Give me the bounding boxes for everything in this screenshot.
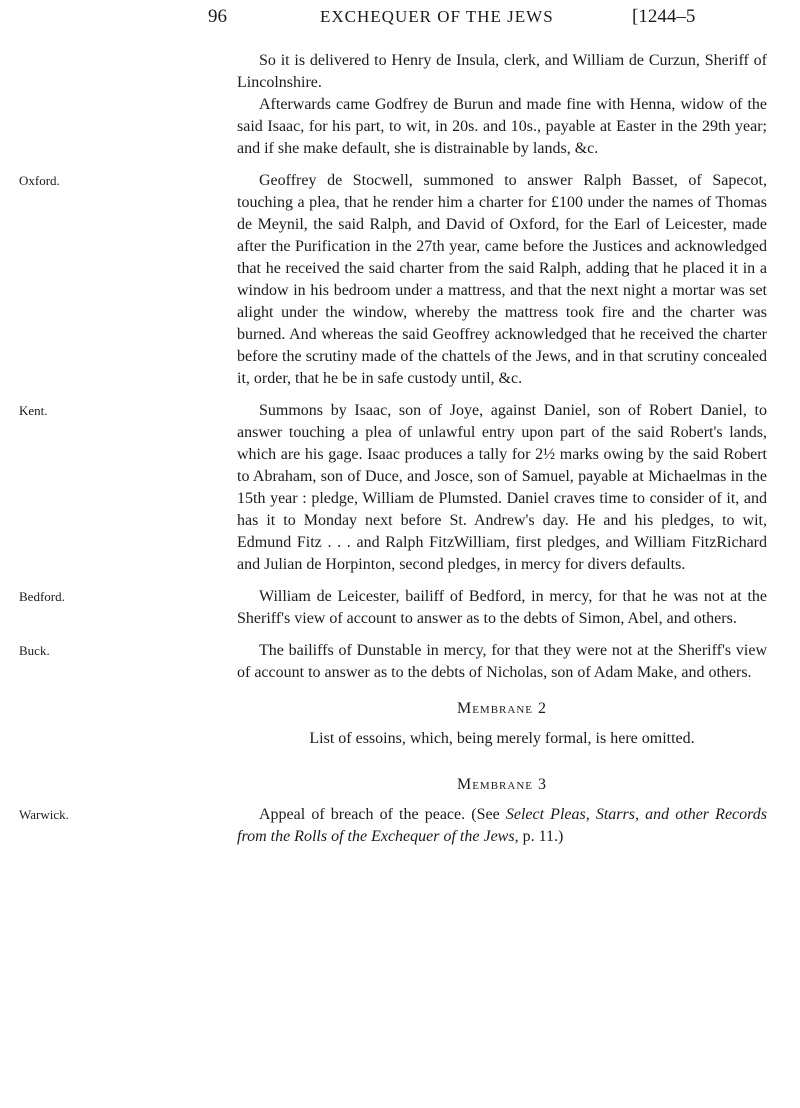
warwick-citation: Select Pleas, Starrs, and other Records from the Rolls of the Exchequer of the Jews, bbox=[237, 806, 768, 845]
entry-buck bbox=[19, 640, 767, 684]
margin-note-bedford: Bedford. bbox=[19, 589, 65, 604]
margin-note-warwick: Warwick. bbox=[19, 807, 69, 822]
margin-note-kent: Kent. bbox=[19, 403, 48, 418]
membrane-2-heading: Membrane 2 bbox=[456, 700, 547, 717]
paragraph-continuation: So it is delivered to Henry de Insula, clerk, and William de Curzun, Sheriff of Lincolnshire. bbox=[237, 52, 767, 91]
entry-kent bbox=[19, 400, 767, 576]
entry-oxford-text: Geoffrey de Stocwell, summoned to answer Ralph Basset, of Sapecot, touching a plea, that he render him a charter for £100 under the names of Thomas de Meynil, the said Ralph, and David of Oxford, for the Earl of Leicester, made after the Purification in the 27th year, came before the Justices and acknowledged that he received the said charter from the said Ralph, adding that he placed it in a window in his bedroom under a mattress, and that the next night a mortar was set alight under the window, whereby the mattress took fire and the charter was burned. And whereas the said Geoffrey acknowledged that he received the charter before the scrutiny made of the chattels of the Jews, and in that scrutiny concealed it, order, that he be in safe custody until, &c. bbox=[237, 172, 767, 387]
entry-bedford-text: William de Leicester, bailiff of Bedford, in mercy, for that he was not at the Sheriff's view of account to answer as to the debts of Simon, Abel, and others. bbox=[237, 588, 767, 627]
warwick-text-after: p. 11.) bbox=[518, 828, 564, 845]
entry-kent-text: Summons by Isaac, son of Joye, against Daniel, son of Robert Daniel, to answer touching a plea of unlawful entry upon part of the said Robert's lands, which are his gage. Isaac produces a tally for 2½ marks owing by the said Robert to Abraham, son of Duce, and Josce, son of Samuel, payable at Michaelmas in the 15th year : pledge, William de Plumsted. Daniel craves time to consider of it, and has it to Monday next before St. Andrew's day. He and his pledges, to wit, Edmund Fitz . . . and Ralph FitzWilliam, first pledges, and William FitzRichard and Julian de Horpinton, second pledges, in mercy for divers defaults. bbox=[237, 402, 767, 573]
running-header bbox=[0, 6, 800, 36]
year-range: [1244–5 bbox=[632, 6, 696, 27]
text-body bbox=[19, 50, 768, 848]
membrane-3-heading: Membrane 3 bbox=[456, 776, 547, 793]
entry-bedford bbox=[19, 586, 767, 630]
running-title: EXCHEQUER OF THE JEWS bbox=[320, 7, 554, 26]
margin-note-oxford: Oxford. bbox=[19, 173, 60, 188]
entry-oxford bbox=[19, 170, 767, 390]
entry-warwick bbox=[19, 804, 768, 848]
membrane-2-text: List of essoins, which, being merely formal, is here omitted. bbox=[309, 730, 695, 747]
entry-buck-text: The bailiffs of Dunstable in mercy, for that they were not at the Sheriff's view of account to answer as to the debts of Nicholas, son of Adam Make, and others. bbox=[237, 642, 767, 681]
page-number: 96 bbox=[208, 6, 227, 27]
warwick-text-before: Appeal of breach of the peace. (See bbox=[259, 806, 506, 823]
margin-note-buck: Buck. bbox=[19, 643, 50, 658]
paragraph-godfrey: Afterwards came Godfrey de Burun and made fine with Henna, widow of the said Isaac, for his part, to wit, in 20s. and 10s., payable at Easter in the 29th year; and if she make default, she is distrainable by lands, &c. bbox=[237, 96, 767, 157]
